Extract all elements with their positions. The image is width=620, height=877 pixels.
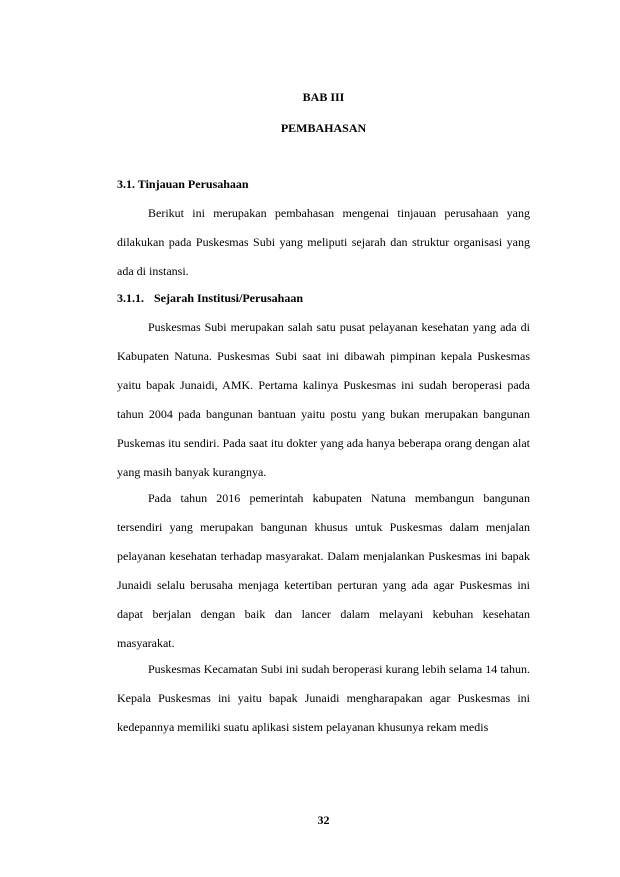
section-intro-paragraph: Berikut ini merupakan pembahasan mengenai tinjauan perusahaan yang dilakukan pada Puskesmas Subi yang meliputi sejarah dan struktur organisasi yang ada di instansi.: [117, 206, 530, 278]
page-number: 32: [317, 813, 330, 827]
subsection-number: 3.1.1.: [117, 291, 144, 305]
chapter-title: PEMBAHASAN: [280, 121, 367, 135]
section-heading: 3.1. Tinjauan Perusahaan: [117, 177, 249, 191]
subsection-title: Sejarah Institusi/Perusahaan: [154, 291, 304, 305]
body-paragraph: Puskesmas Kecamatan Subi ini sudah beroperasi kurang lebih selama 14 tahun. Kepala Puskesmas ini yaitu bapak Junaidi mengharapakan agar Puskesmas ini kedepannya memiliki suatu aplikasi sistem pelayanan khusunya rekam medis: [117, 662, 530, 734]
body-paragraph: Puskesmas Subi merupakan salah satu pusat pelayanan kesehatan yang ada di Kabupaten Natuna. Puskesmas Subi saat ini dibawah pimpinan kepala Puskesmas yaitu bapak Junaidi, AMK. Pertama kalinya Puskesmas ini sudah beroperasi pada tahun 2004 pada bangunan bantuan yaitu postu yang bukan merupakan bangunan Puskemas itu sendiri. Pada saat itu dokter yang ada hanya beberapa orang dengan alat yang masih banyak kurangnya.: [117, 320, 530, 479]
chapter-number: BAB III: [302, 90, 345, 104]
body-paragraph: Pada tahun 2016 pemerintah kabupaten Natuna membangun bangunan tersendiri yang merupakan bangunan khusus untuk Puskesmas dalam menjalan pelayanan kesehatan terhadap masyarakat. Dalam menjalankan Puskesmas ini bapak Junaidi selalu berusaha menjaga ketertiban perturan yang ada agar Puskesmas ini dapat berjalan dengan baik dan lancer dalam melayani kebuhan kesehatan masyarakat.: [117, 491, 530, 650]
subsection-heading: [117, 291, 303, 306]
